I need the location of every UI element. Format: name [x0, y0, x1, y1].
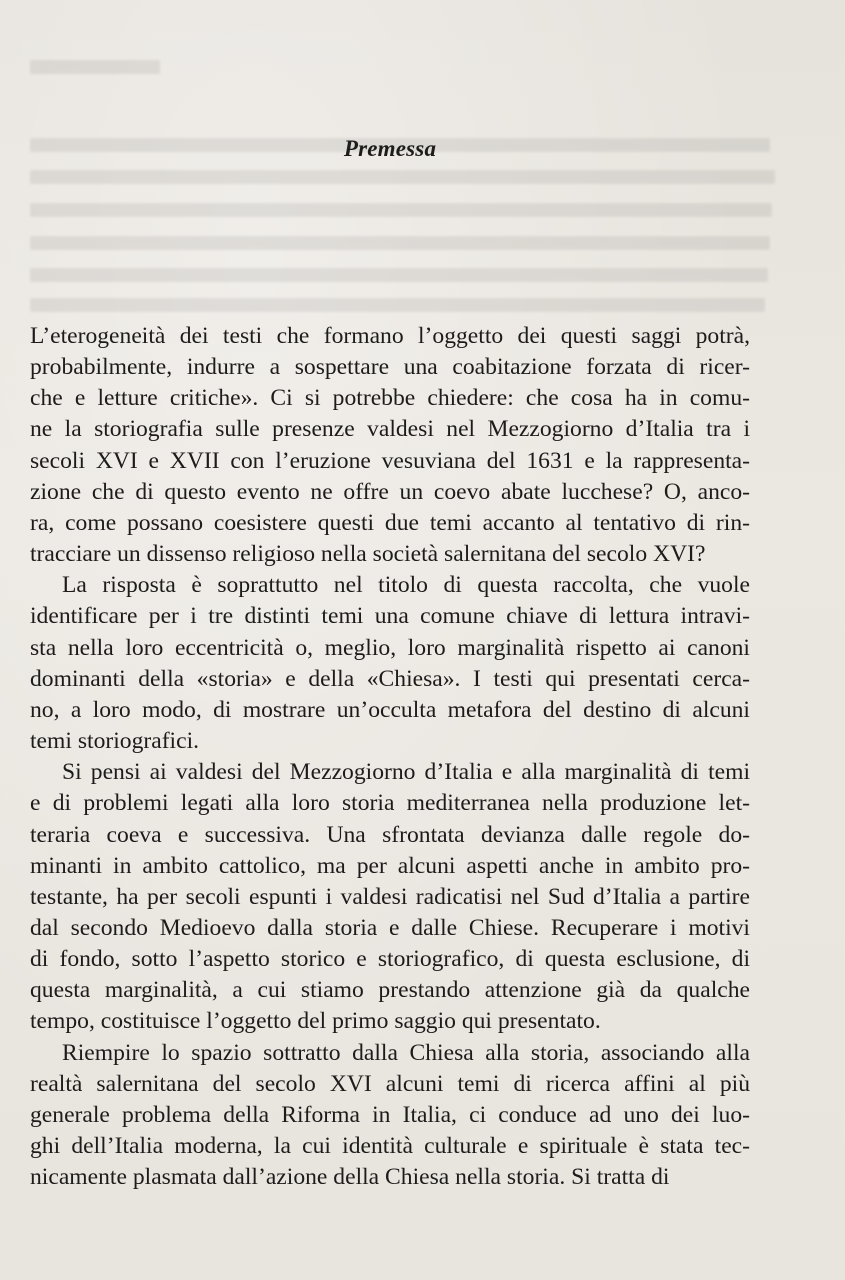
- paragraph: [30, 570, 750, 757]
- text-line: identificare per i tre distinti temi una comune chiave di lettura intravi-: [30, 603, 750, 630]
- text-line: no, a loro modo, di mostrare un’occulta metafora del destino di alcuni: [30, 696, 750, 723]
- text-line: sta nella loro eccentricità o, meglio, loro marginalità rispetto ai canoni: [30, 634, 750, 661]
- body-text: [30, 321, 750, 1193]
- bleed-through-shadow: [0, 40, 845, 320]
- text-line: realtà salernitana del secolo XVI alcuni temi di ricerca affini al più: [30, 1070, 750, 1097]
- text-line: ne la storiografia sulle presenze valdesi nel Mezzogiorno d’Italia tra i: [30, 416, 750, 443]
- text-line: Si pensi ai valdesi del Mezzogiorno d’Italia e alla marginalità di temi: [62, 759, 750, 786]
- text-line: Riempire lo spazio sottratto dalla Chiesa alla storia, associando alla: [62, 1039, 750, 1066]
- text-line: temi storiografici.: [30, 728, 200, 755]
- text-line: e di problemi legati alla loro storia mediterranea nella produzione let-: [30, 790, 750, 817]
- text-line: di fondo, sotto l’aspetto storico e storiografico, di questa esclusione, di: [30, 946, 750, 973]
- text-line: zione che di questo evento ne offre un coevo abate lucchese? O, anco-: [30, 478, 750, 505]
- text-line: dal secondo Medioevo dalla storia e dalle Chiese. Recuperare i motivi: [30, 914, 750, 941]
- text-line: testante, ha per secoli espunti i valdesi radicatisi nel Sud d’Italia a partire: [30, 883, 750, 910]
- paragraph: [30, 321, 750, 570]
- text-line: ghi dell’Italia moderna, la cui identità culturale e spirituale è stata tec-: [30, 1133, 750, 1160]
- text-line: questa marginalità, a cui stiamo prestando attenzione già da qualche: [30, 977, 750, 1004]
- text-line: teraria coeva e successiva. Una sfrontata devianza dalle regole do-: [30, 821, 750, 848]
- text-line: probabilmente, indurre a sospettare una coabitazione forzata di ricer-: [30, 354, 750, 381]
- paragraph: [30, 1038, 750, 1194]
- text-line: tracciare un dissenso religioso nella società salernitana del secolo XVI?: [30, 541, 706, 568]
- text-line: minanti in ambito cattolico, ma per alcuni aspetti anche in ambito pro-: [30, 852, 750, 879]
- text-line: che e letture critiche». Ci si potrebbe chiedere: che cosa ha in comu-: [30, 385, 750, 412]
- text-line: La risposta è soprattutto nel titolo di questa raccolta, che vuole: [62, 572, 750, 599]
- text-line: nicamente plasmata dall’azione della Chiesa nella storia. Si tratta di: [30, 1164, 670, 1191]
- paragraph: [30, 757, 750, 1037]
- text-line: L’eterogeneità dei testi che formano l’oggetto dei questi saggi potrà,: [30, 323, 750, 349]
- text-line: secoli XVI e XVII con l’eruzione vesuviana del 1631 e la rappresenta-: [30, 447, 750, 474]
- text-line: ra, come possano coesistere questi due temi accanto al tentativo di rin-: [30, 509, 750, 536]
- page-title: Premessa: [343, 136, 437, 161]
- text-line: dominanti della «storia» e della «Chiesa». I testi qui presentati cerca-: [30, 665, 750, 692]
- text-line: tempo, costituisce l’oggetto del primo saggio qui presentato.: [30, 1008, 601, 1035]
- text-line: generale problema della Riforma in Italia, ci conduce ad uno dei luo-: [30, 1101, 750, 1128]
